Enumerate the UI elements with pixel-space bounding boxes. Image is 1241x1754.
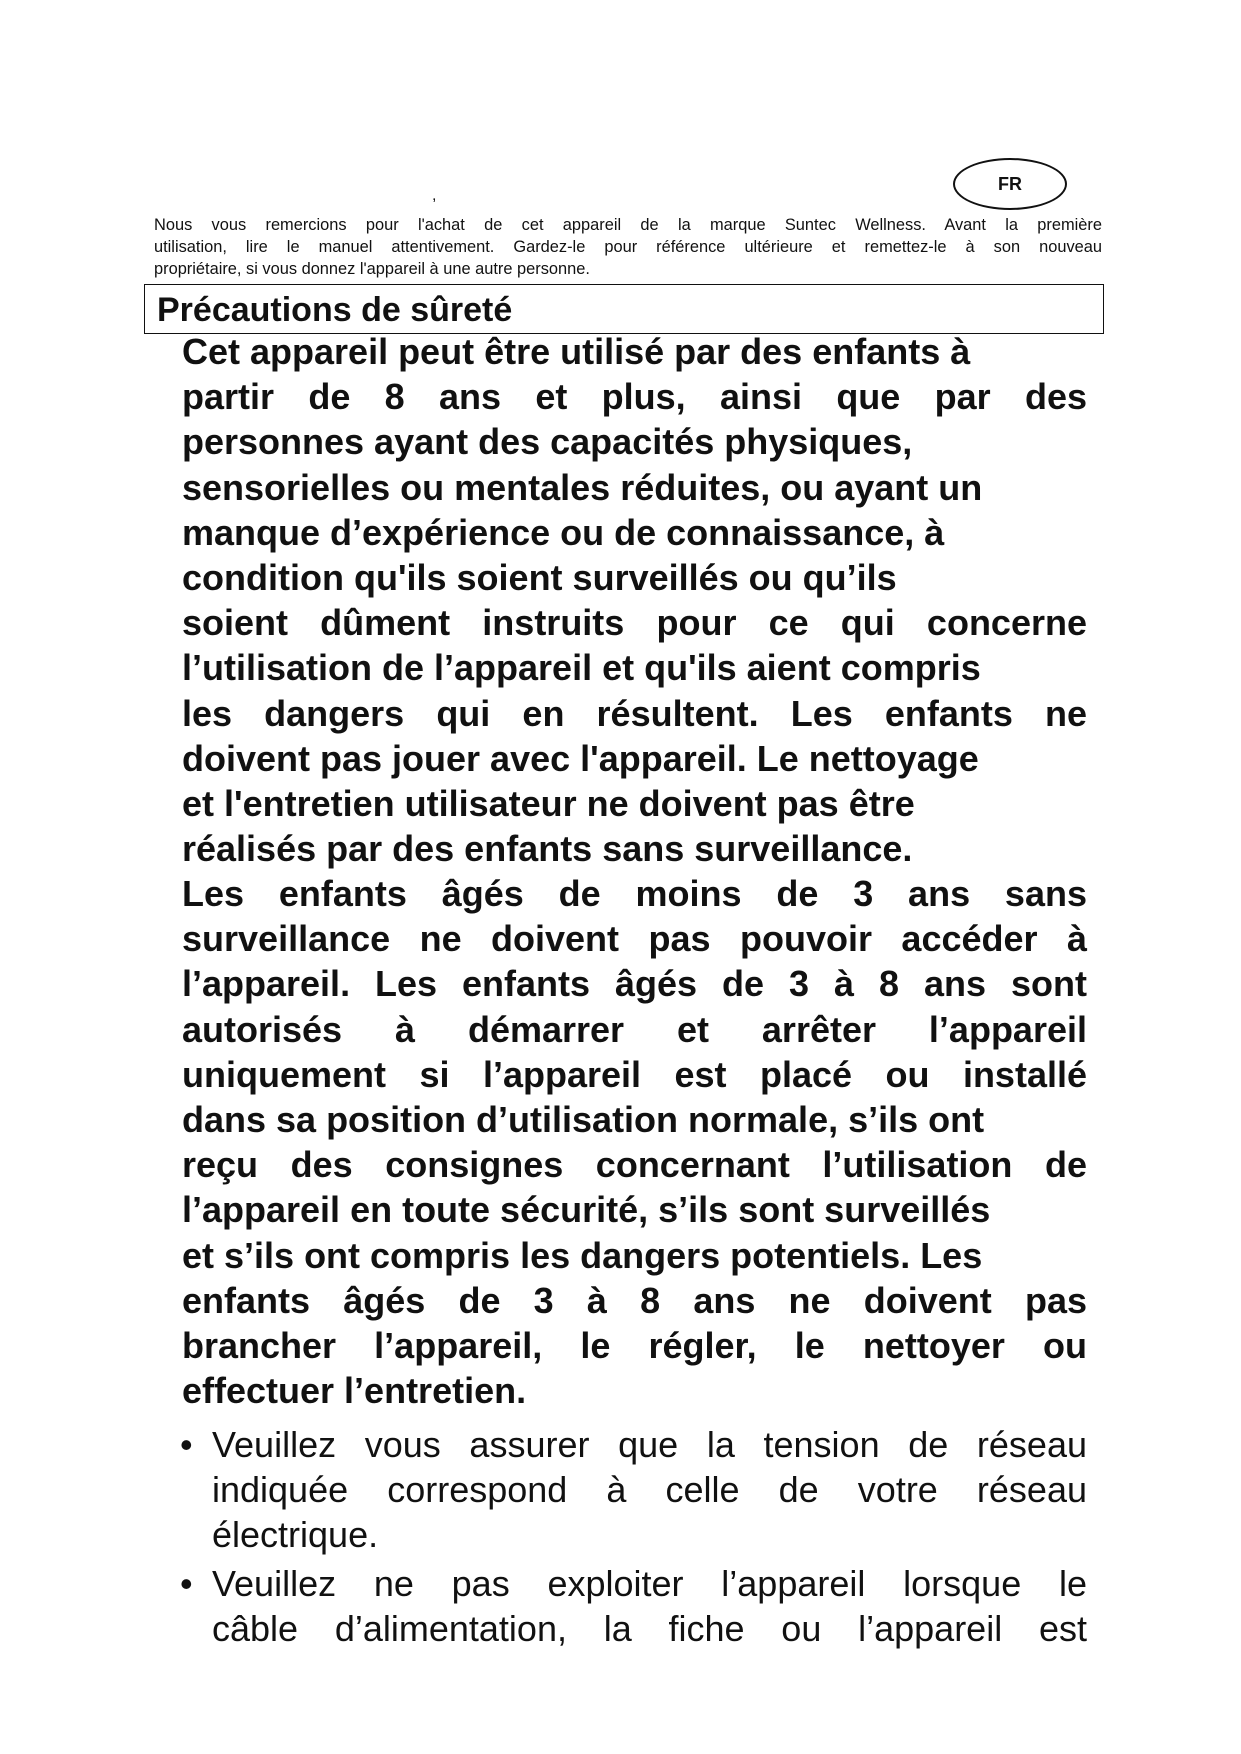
section-heading-box [144, 284, 1104, 334]
warning-line: autorisés à démarrer et arrêter l’appareil [182, 1008, 1087, 1050]
warning-line: brancher l’appareil, le régler, le nettoyer ou [182, 1324, 1087, 1366]
warning-line: sensorielles ou mentales réduites, ou ayant un [182, 466, 983, 508]
warning-line: l’appareil en toute sécurité, s’ils sont surveillés [182, 1189, 991, 1231]
list-item [180, 1422, 1087, 1557]
warning-line: Cet appareil peut être utilisé par des enfants à [182, 331, 971, 372]
bullet-icon: • [180, 1424, 193, 1465]
warning-line: soient dûment instruits pour ce qui concerne [182, 602, 1087, 644]
warning-line: réalisés par des enfants sans surveillance. [182, 828, 913, 870]
warning-line: effectuer l’entretien. [182, 1370, 527, 1412]
bullet-icon: • [180, 1563, 193, 1604]
bullet-line: Veuillez vous assurer que la tension de réseau [212, 1424, 1087, 1465]
intro-line: propriétaire, si vous donnez l'appareil à une autre personne. [154, 260, 590, 278]
warning-line: et l'entretien utilisateur ne doivent pas être [182, 782, 915, 824]
warning-line: partir de 8 ans et plus, ainsi que par des [182, 376, 1087, 418]
language-badge [953, 158, 1067, 210]
warning-line: condition qu'ils soient surveillés ou qu’ils [182, 556, 897, 598]
warning-line: reçu des consignes concernant l’utilisation de [182, 1144, 1087, 1186]
safety-bullet-list [180, 1422, 1087, 1651]
section-heading: Précautions de sûreté [157, 291, 513, 329]
bullet-line: électrique. [212, 1514, 379, 1555]
warning-paragraph-1 [182, 329, 1087, 871]
warning-line: surveillance ne doivent pas pouvoir accéder à [182, 918, 1087, 960]
warning-line: dans sa position d’utilisation normale, s’ils ont [182, 1098, 985, 1140]
warning-line: manque d’expérience ou de connaissance, à [182, 511, 945, 553]
intro-paragraph [154, 214, 1102, 280]
warning-line: personnes ayant des capacités physiques, [182, 421, 913, 463]
bullet-line: indiquée correspond à celle de votre réseau [212, 1469, 1087, 1510]
bullet-line: Veuillez ne pas exploiter l’appareil lorsque le [212, 1563, 1087, 1604]
warning-line: enfants âgés de 3 à 8 ans ne doivent pas [182, 1279, 1087, 1321]
warning-line: doivent pas jouer avec l'appareil. Le nettoyage [182, 737, 979, 779]
warning-line: l’appareil. Les enfants âgés de 3 à 8 ans sont [182, 963, 1087, 1005]
intro-line: utilisation, lire le manuel attentivement. Gardez-le pour référence ultérieure et remettez-le à son nouveau [154, 238, 1102, 256]
warning-line: Les enfants âgés de moins de 3 ans sans [182, 873, 1087, 914]
language-code: FR [998, 173, 1022, 194]
intro-line: Nous vous remercions pour l'achat de cet appareil de la marque Suntec Wellness. Avant la première [154, 216, 1102, 234]
list-item [180, 1561, 1087, 1651]
warning-line: uniquement si l’appareil est placé ou installé [182, 1053, 1087, 1095]
warning-line: l’utilisation de l’appareil et qu'ils aient compris [182, 647, 981, 689]
warning-line: et s’ils ont compris les dangers potentiels. Les [182, 1234, 983, 1276]
warning-line: les dangers qui en résultent. Les enfants ne [182, 692, 1087, 734]
tick-mark: , [432, 187, 437, 204]
warning-paragraph-2 [182, 871, 1087, 1413]
bullet-line: câble d’alimentation, la fiche ou l’appareil est [212, 1608, 1087, 1649]
